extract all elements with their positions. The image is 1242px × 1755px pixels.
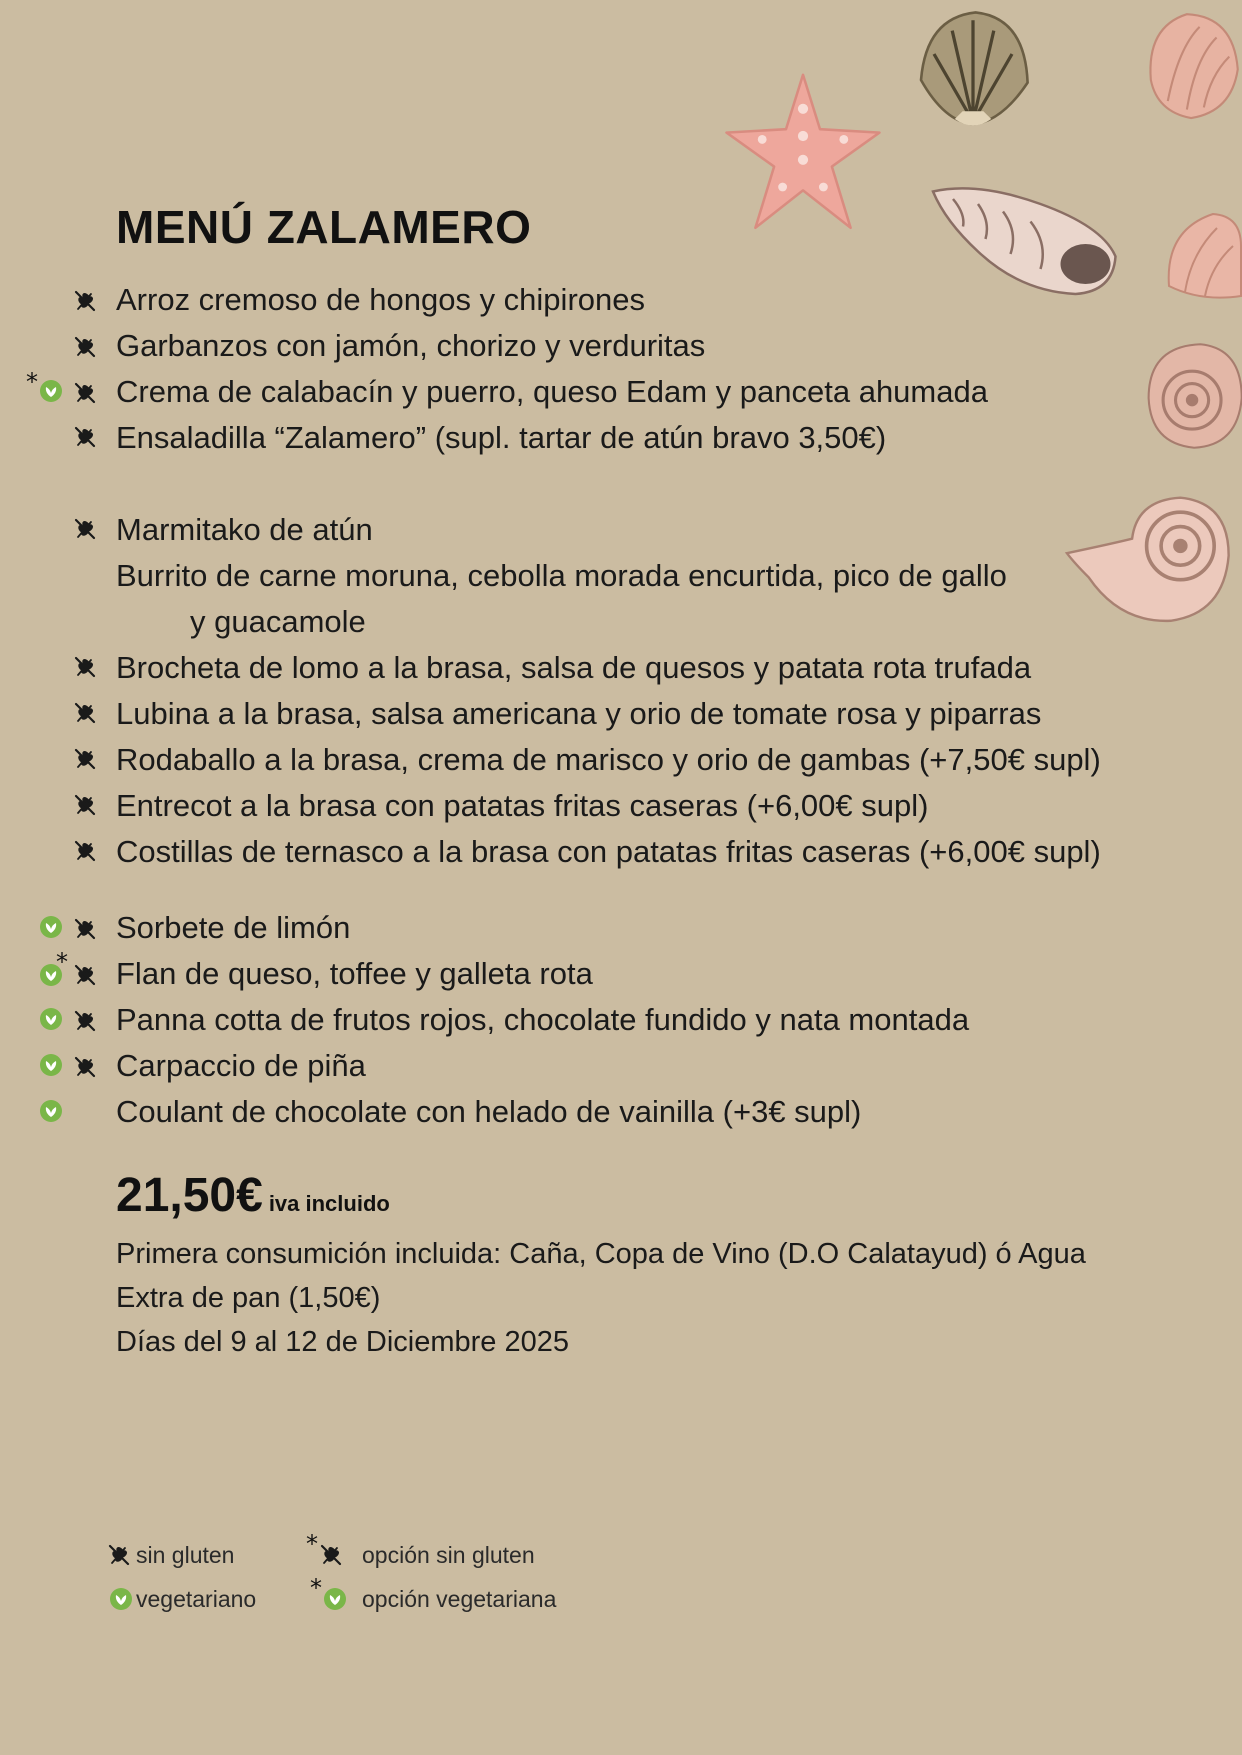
- gluten-free-icon: [72, 334, 98, 360]
- gluten-free-icon: [72, 746, 98, 772]
- gluten-free-icon: [72, 1054, 98, 1080]
- vegetarian-icon: [38, 1098, 64, 1124]
- menu-price: [116, 1168, 390, 1223]
- menu-item: Entrecot a la brasa con patatas fritas caseras (+6,00€ supl): [116, 788, 929, 823]
- gluten-free-icon: [72, 838, 98, 864]
- vegetarian-icon: [322, 1586, 348, 1612]
- vegetarian-icon: [38, 378, 64, 404]
- conch-shell-icon: [928, 176, 1128, 302]
- gluten-free-icon: [318, 1542, 344, 1568]
- legend-vegetarian: vegetariano: [136, 1586, 257, 1612]
- menu-item: Garbanzos con jamón, chorizo y verduritas: [116, 328, 706, 363]
- nautilus-shell-icon: [1064, 488, 1234, 628]
- option-asterisk: *: [56, 948, 68, 976]
- menu-item: Burrito de carne moruna, cebolla morada encurtida, pico de gallo: [116, 558, 1007, 593]
- vegetarian-icon: [38, 914, 64, 940]
- option-asterisk: *: [26, 368, 38, 396]
- gluten-free-icon: [72, 424, 98, 450]
- gluten-free-icon: [72, 916, 98, 942]
- menu-item: Rodaballo a la brasa, crema de marisco y orio de gambas (+7,50€ supl): [116, 742, 1101, 777]
- gluten-free-icon: [72, 1008, 98, 1034]
- info-drink: Primera consumición incluida: Caña, Copa de Vino (D.O Calatayud) ó Agua: [116, 1238, 1086, 1270]
- price-amount: 21,50€: [116, 1169, 263, 1222]
- menu-item: Arroz cremoso de hongos y chipirones: [116, 282, 645, 317]
- vegetarian-icon: [38, 1006, 64, 1032]
- menu-item: Coulant de chocolate con helado de vainilla (+3€ supl): [116, 1094, 862, 1129]
- gluten-free-icon: [72, 654, 98, 680]
- menu-item: Brocheta de lomo a la brasa, salsa de quesos y patata rota trufada: [116, 650, 1032, 685]
- legend-gluten-free: sin gluten: [136, 1542, 235, 1568]
- gluten-free-icon: [72, 962, 98, 988]
- vegetarian-icon: [38, 1052, 64, 1078]
- menu-item: Flan de queso, toffee y galleta rota: [116, 956, 593, 991]
- gluten-free-icon: [106, 1542, 132, 1568]
- option-asterisk: *: [306, 1530, 318, 1558]
- vegetarian-icon: [108, 1586, 134, 1612]
- menu-item: Costillas de ternasco a la brasa con patatas fritas caseras (+6,00€ supl): [116, 834, 1101, 869]
- info-dates: Días del 9 al 12 de Diciembre 2025: [116, 1326, 569, 1358]
- menu-item: Ensaladilla “Zalamero” (supl. tartar de atún bravo 3,50€): [116, 420, 887, 455]
- scallop-shell-icon: [908, 2, 1038, 132]
- snail-shell-icon: [1138, 336, 1242, 456]
- gluten-free-icon: [72, 516, 98, 542]
- clam-shell-icon: [1160, 206, 1242, 302]
- menu-item: Carpaccio de piña: [116, 1048, 366, 1083]
- gluten-free-icon: [72, 792, 98, 818]
- starfish-icon: [718, 68, 888, 238]
- menu-title: MENÚ ZALAMERO: [116, 201, 532, 253]
- menu-item: Crema de calabacín y puerro, queso Edam y panceta ahumada: [116, 374, 988, 409]
- menu-item: Sorbete de limón: [116, 910, 351, 945]
- option-asterisk: *: [310, 1574, 322, 1602]
- legend-gluten-free-option: opción sin gluten: [362, 1542, 535, 1568]
- menu-item: Panna cotta de frutos rojos, chocolate fundido y nata montada: [116, 1002, 970, 1037]
- menu-item: Marmitako de atún: [116, 512, 373, 547]
- menu-item-continuation: y guacamole: [190, 604, 366, 639]
- price-note: iva incluido: [268, 1191, 390, 1216]
- gluten-free-icon: [72, 288, 98, 314]
- info-bread: Extra de pan (1,50€): [116, 1282, 381, 1314]
- clam-shell-icon: [1136, 4, 1242, 124]
- gluten-free-icon: [72, 700, 98, 726]
- legend-vegetarian-option: opción vegetariana: [362, 1586, 557, 1612]
- gluten-free-icon: [72, 380, 98, 406]
- menu-item: Lubina a la brasa, salsa americana y orio de tomate rosa y piparras: [116, 696, 1042, 731]
